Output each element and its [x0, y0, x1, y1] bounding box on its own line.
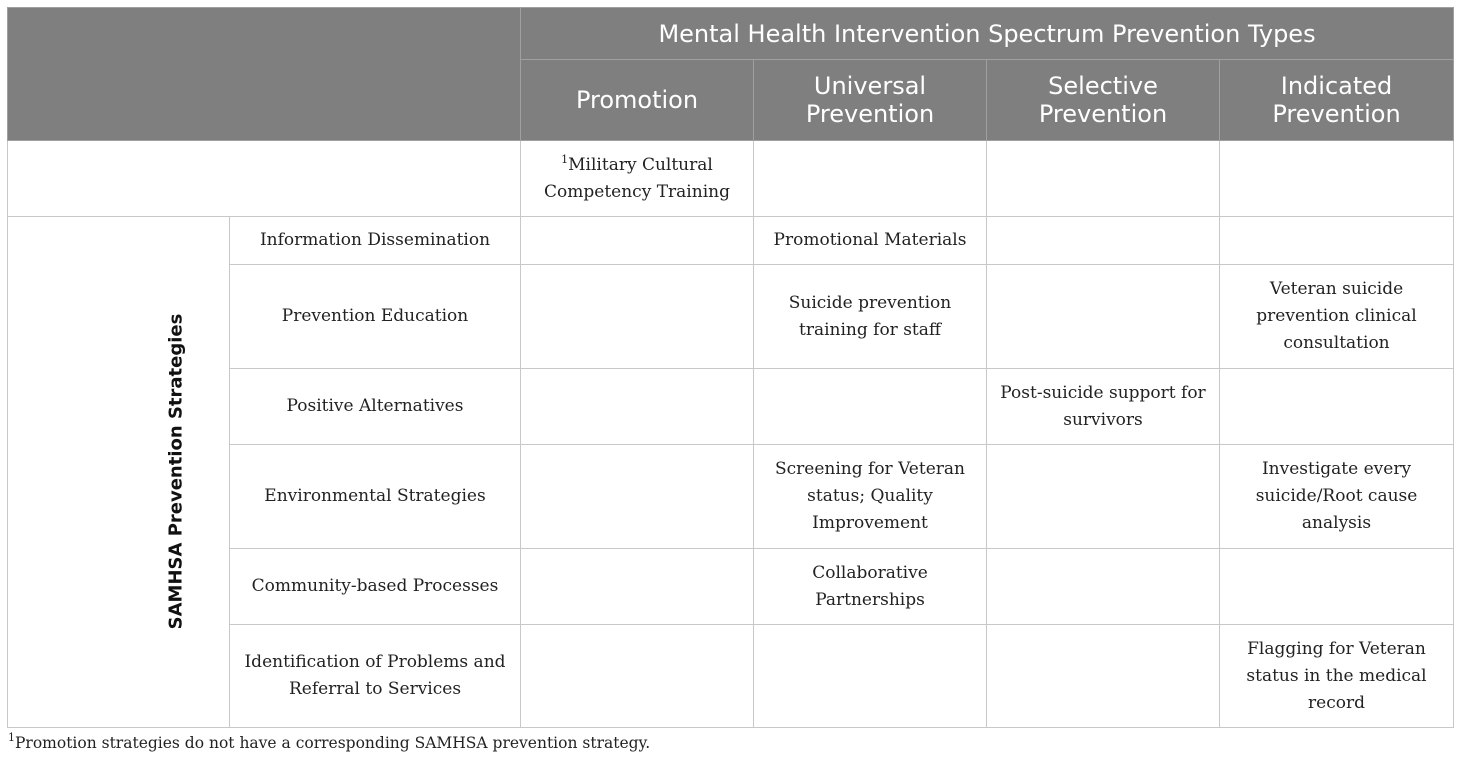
cell-promotion	[521, 549, 754, 625]
cell-selective	[987, 217, 1220, 265]
cell-indicated: Investigate every suicide/Root cause analysis	[1220, 445, 1454, 549]
cell-indicated: Flagging for Veteran status in the medical record	[1220, 625, 1454, 728]
cell-indicated	[1220, 217, 1454, 265]
header-corner	[8, 8, 521, 141]
cell-indicated	[1220, 549, 1454, 625]
header-promotion: Promotion	[521, 60, 754, 141]
super-header-row	[8, 8, 1454, 60]
cell-universal: Screening for Veteran status; Quality Improvement	[754, 445, 987, 549]
footnote-marker: 1	[8, 731, 15, 744]
cell-universal: Promotional Materials	[754, 217, 987, 265]
strategy-cell: Information Dissemination	[230, 217, 521, 265]
cell-promotion	[521, 217, 754, 265]
side-label-cell	[8, 217, 230, 728]
promotion-row	[8, 141, 1454, 217]
header-universal: Universal Prevention	[754, 60, 987, 141]
cell-promotion	[521, 265, 754, 369]
strategy-cell: Environmental Strategies	[230, 445, 521, 549]
cell-selective	[987, 265, 1220, 369]
cell-empty	[754, 141, 987, 217]
cell-selective	[987, 549, 1220, 625]
strategy-cell: Community-based Processes	[230, 549, 521, 625]
strategy-cell: Positive Alternatives	[230, 369, 521, 445]
cell-selective	[987, 445, 1220, 549]
cell-indicated	[1220, 369, 1454, 445]
cell-universal	[754, 369, 987, 445]
super-header: Mental Health Intervention Spectrum Prevention Types	[521, 8, 1454, 60]
cell-indicated: Veteran suicide prevention clinical consultation	[1220, 265, 1454, 369]
footnote	[8, 731, 651, 752]
cell-promotion: $^1$Military Cultural Competency Training	[521, 141, 754, 217]
cell-selective: Post-suicide support for survivors	[987, 369, 1220, 445]
prevention-table	[7, 7, 1454, 728]
header-selective: Selective Prevention	[987, 60, 1220, 141]
table-row	[8, 217, 1454, 265]
cell-universal: Suicide prevention training for staff	[754, 265, 987, 369]
footnote-marker: 1	[561, 152, 569, 166]
cell-selective	[987, 625, 1220, 728]
promotion-row-label	[8, 141, 521, 217]
footnote-text: Promotion strategies do not have a corresponding SAMHSA prevention strategy.	[15, 734, 651, 752]
side-label: SAMHSA Prevention Strategies	[165, 313, 187, 630]
strategy-cell: Identification of Problems and Referral to Services	[230, 625, 521, 728]
cell-promotion	[521, 369, 754, 445]
cell-empty	[987, 141, 1220, 217]
cell-promotion	[521, 445, 754, 549]
cell-universal	[754, 625, 987, 728]
cell-promotion	[521, 625, 754, 728]
cell-universal: Collaborative Partnerships	[754, 549, 987, 625]
strategy-cell: Prevention Education	[230, 265, 521, 369]
header-indicated: Indicated Prevention	[1220, 60, 1454, 141]
cell-empty	[1220, 141, 1454, 217]
